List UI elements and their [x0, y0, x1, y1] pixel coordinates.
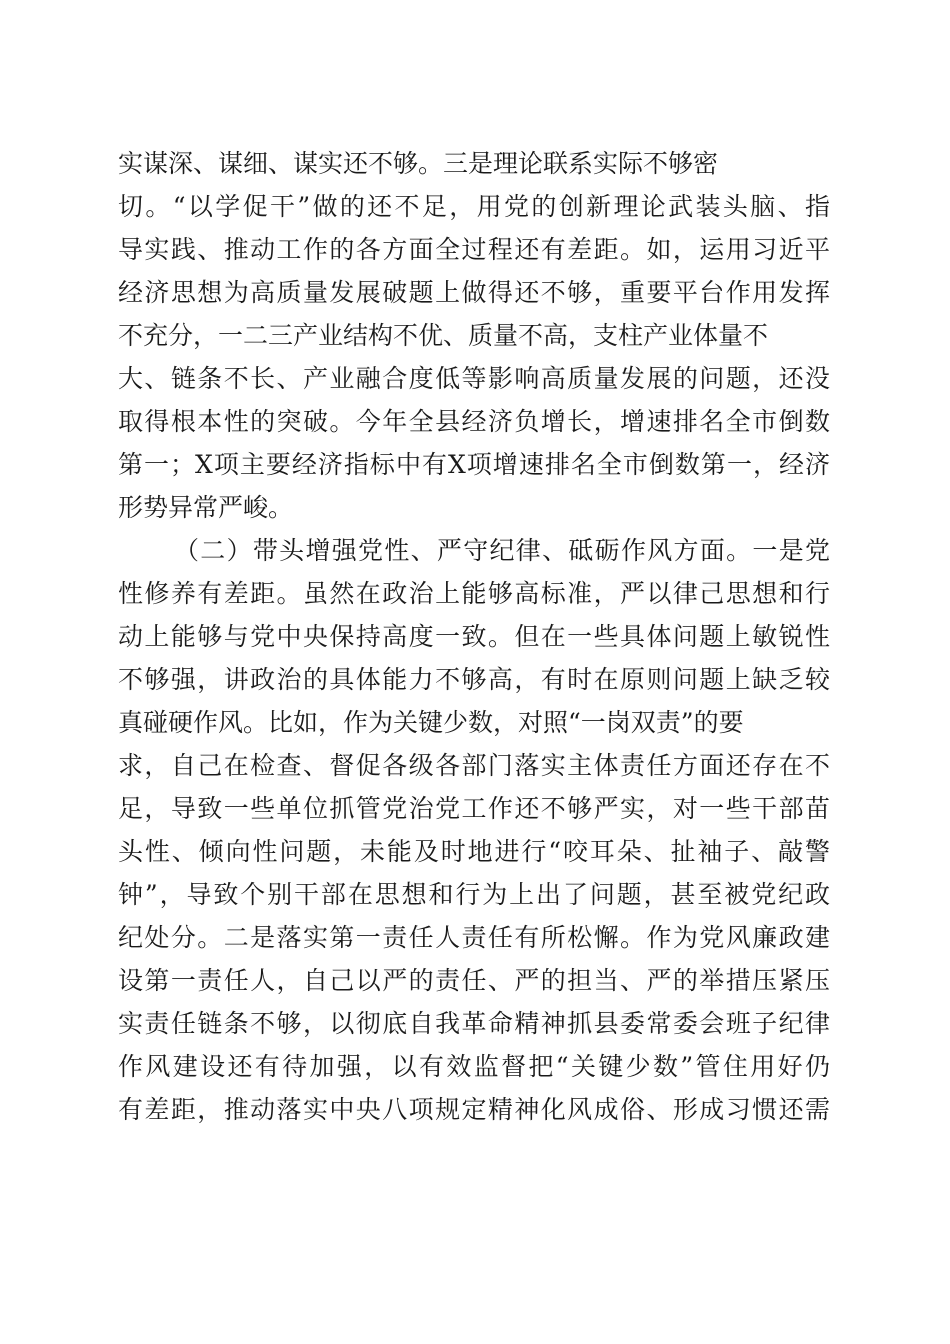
text-line-2: 切。“以学促干”做的还不足，用党的创新理论武装头脑、指 [118, 192, 830, 221]
document-body [118, 142, 830, 1131]
text-line-21: 实责任链条不够，以彻底自我革命精神抓县委常委会班子纪律 [118, 1009, 830, 1038]
text-line-23: 有差距，推动落实中央八项规定精神化风成俗、形成习惯还需 [118, 1095, 830, 1124]
text-line-7: 取得根本性的突破。今年全县经济负增长，增速排名全市倒数 [118, 407, 830, 436]
text-line-5: 不充分，一二三产业结构不优、质量不高，支柱产业体量不 [118, 321, 769, 350]
text-line-19: 纪处分。二是落实第一责任人责任有所松懈。作为党风廉政建 [118, 923, 830, 952]
text-line-22: 作风建设还有待加强，以有效监督把“关键少数”管住用好仍 [118, 1052, 830, 1081]
text-line-16: 足，导致一些单位抓管党治党工作还不够严实，对一些干部苗 [118, 794, 830, 823]
text-line-4: 经济思想为高质量发展破题上做得还不够，重要平台作用发挥 [118, 278, 830, 307]
text-line-15: 求，自己在检查、督促各级各部门落实主体责任方面还存在不 [118, 751, 830, 780]
text-line-8: 第一；X项主要经济指标中有X项增速排名全市倒数第一，经济 [118, 450, 830, 479]
text-line-20: 设第一责任人，自己以严的责任、严的担当、严的举措压紧压 [118, 966, 830, 995]
text-line-18: 钟”，导致个别干部在思想和行为上出了问题，甚至被党纪政 [118, 880, 830, 909]
text-line-11: 性修养有差距。虽然在政治上能够高标准，严以律己思想和行 [118, 579, 830, 608]
text-line-6: 大、链条不长、产业融合度低等影响高质量发展的问题，还没 [118, 364, 830, 393]
section-heading-line: （二）带头增强党性、严守纪律、砥砺作风方面。一是党 [174, 536, 830, 565]
text-line-17: 头性、倾向性问题，未能及时地进行“咬耳朵、扯袖子、敲警 [118, 837, 830, 866]
text-line-9: 形势异常严峻。 [118, 493, 294, 522]
text-line-14: 真碰硬作风。比如，作为关键少数，对照“一岗双责”的要 [118, 708, 744, 737]
text-line-1: 实谋深、谋细、谋实还不够。三是理论联系实际不够密 [118, 149, 719, 178]
text-line-13: 不够强，讲政治的具体能力不够高，有时在原则问题上缺乏较 [118, 665, 830, 694]
text-line-12: 动上能够与党中央保持高度一致。但在一些具体问题上敏锐性 [118, 622, 830, 651]
text-line-3: 导实践、推动工作的各方面全过程还有差距。如，运用习近平 [118, 235, 830, 264]
